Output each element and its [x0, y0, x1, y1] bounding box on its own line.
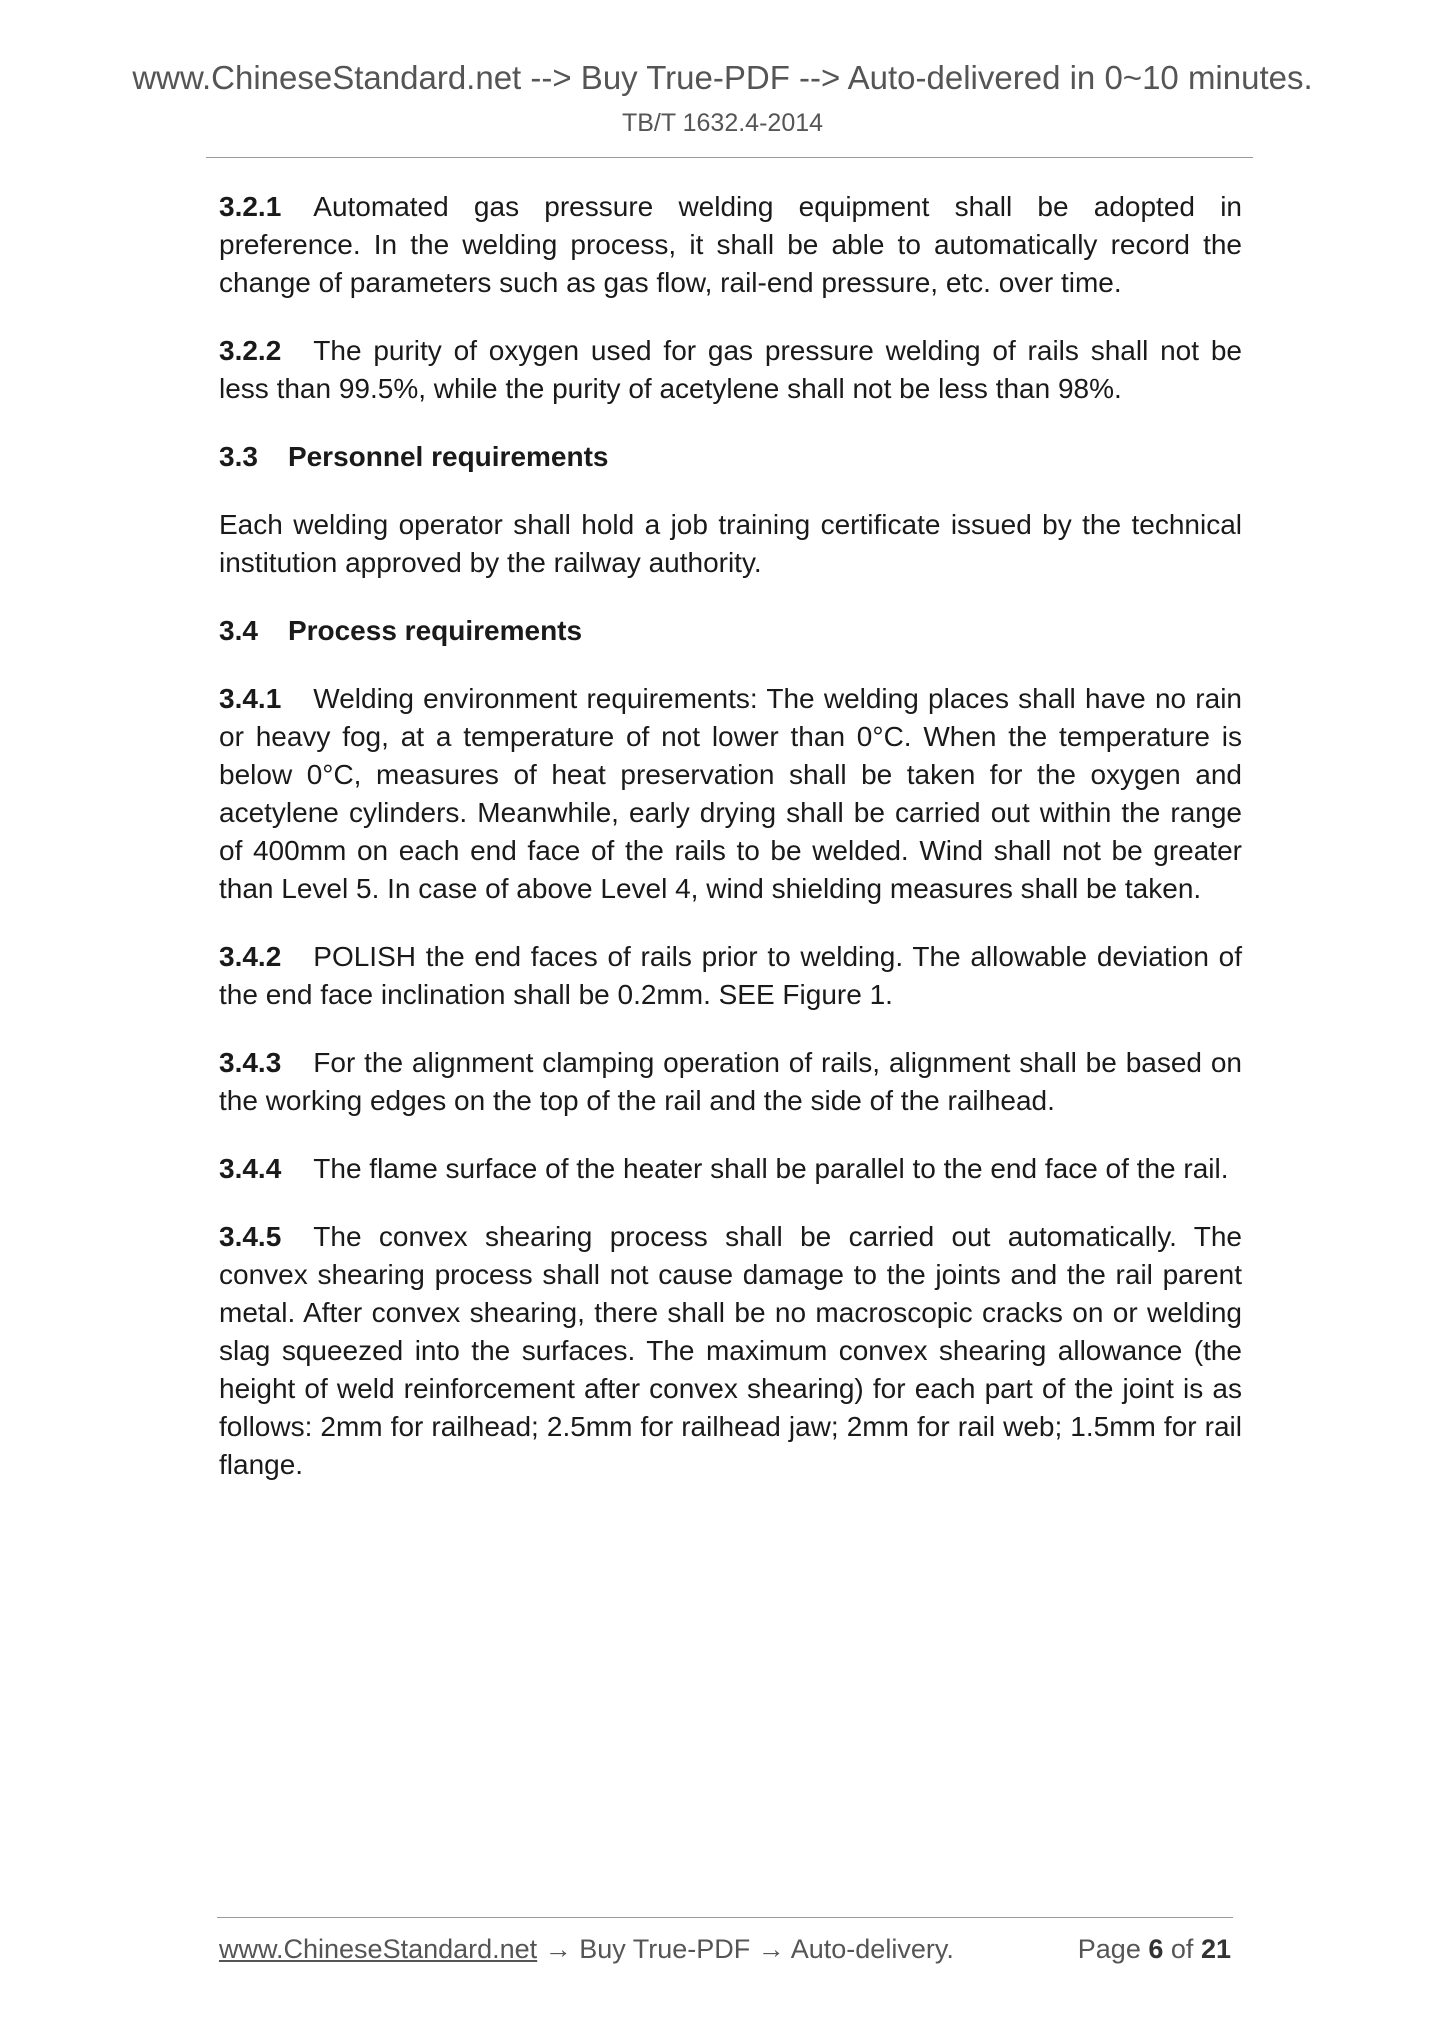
clause-3-2-1 [219, 188, 1242, 302]
clause-number: 3.2.1 [219, 191, 282, 222]
page-total: 21 [1200, 1934, 1231, 1964]
clause-3-4-3 [219, 1044, 1242, 1120]
footer-divider [217, 1917, 1233, 1918]
clause-3-4-4 [219, 1150, 1242, 1188]
section-number: 3.3 [219, 441, 258, 472]
clause-3-4-2 [219, 938, 1242, 1014]
clause-number: 3.4.4 [219, 1153, 282, 1184]
clause-number: 3.2.2 [219, 335, 282, 366]
clause-3-4-1 [219, 680, 1242, 908]
section-title: Personnel requirements [287, 441, 609, 472]
section-number: 3.4 [219, 615, 258, 646]
page-current: 6 [1148, 1934, 1164, 1964]
section-heading-3-3 [219, 438, 1242, 476]
header-divider [206, 157, 1253, 158]
clause-text: The flame surface of the heater shall be parallel to the end face of the rail. [313, 1153, 1229, 1184]
page-of: of [1170, 1934, 1194, 1964]
clause-text: The convex shearing process shall be carried out automatically. The convex shearing process shall not cause damage to the joints and the rail parent metal. After convex shearing, there shall be no macroscopic cracks on or welding slag squeezed into the surfaces. The maximum convex shearing allowance (the height of weld reinforcement after convex shearing) for each part of the joint is as follows: 2mm for railhead; 2.5mm for railhead jaw; 2mm for rail web; 1.5mm for rail flange. [219, 1221, 1242, 1480]
footer-site-link[interactable]: www.ChineseStandard.net [219, 1934, 538, 1964]
clause-3-4-5 [219, 1218, 1242, 1484]
page-prefix: Page [1077, 1934, 1141, 1964]
clause-text: The purity of oxygen used for gas pressure welding of rails shall not be less than 99.5%, while the purity of acetylene shall not be less than 98%. [219, 335, 1242, 404]
section-title: Process requirements [287, 615, 583, 646]
clause-number: 3.4.5 [219, 1221, 282, 1252]
page-content [219, 188, 1242, 1514]
footer-tagline: → Buy True-PDF → Auto-delivery. [544, 1934, 954, 1964]
clause-text: POLISH the end faces of rails prior to welding. The allowable deviation of the end face inclination shall be 0.2mm. SEE Figure 1. [219, 941, 1242, 1010]
clause-text: For the alignment clamping operation of rails, alignment shall be based on the working edges on the top of the rail and the side of the railhead. [219, 1047, 1242, 1116]
clause-number: 3.4.2 [219, 941, 282, 972]
section-3-3-text: Each welding operator shall hold a job training certificate issued by the technical institution approved by the railway authority. [219, 509, 1242, 578]
section-heading-3-4 [219, 612, 1242, 650]
clause-number: 3.4.3 [219, 1047, 282, 1078]
page-indicator [1078, 1932, 1231, 1966]
clause-text: Automated gas pressure welding equipment shall be adopted in preference. In the welding process, it shall be able to automatically record the change of parameters such as gas flow, rail-end pressure, etc. over time. [219, 191, 1242, 298]
clause-text: Welding environment requirements: The welding places shall have no rain or heavy fog, at a temperature of not lower than 0°C. When the temperature is below 0°C, measures of heat preservation shall be taken for the oxygen and acetylene cylinders. Meanwhile, early drying shall be carried out within the range of 400mm on each end face of the rails to be welded. Wind shall not be greater than Level 5. In case of above Level 4, wind shielding measures shall be taken. [219, 683, 1242, 904]
page-footer [219, 1932, 1231, 1966]
clause-number: 3.4.1 [219, 683, 282, 714]
document-id: TB/T 1632.4-2014 [621, 109, 824, 137]
top-banner[interactable]: www.ChineseStandard.net --> Buy True-PDF --> Auto-delivered in 0~10 minutes. [132, 59, 1313, 96]
clause-3-2-2 [219, 332, 1242, 408]
